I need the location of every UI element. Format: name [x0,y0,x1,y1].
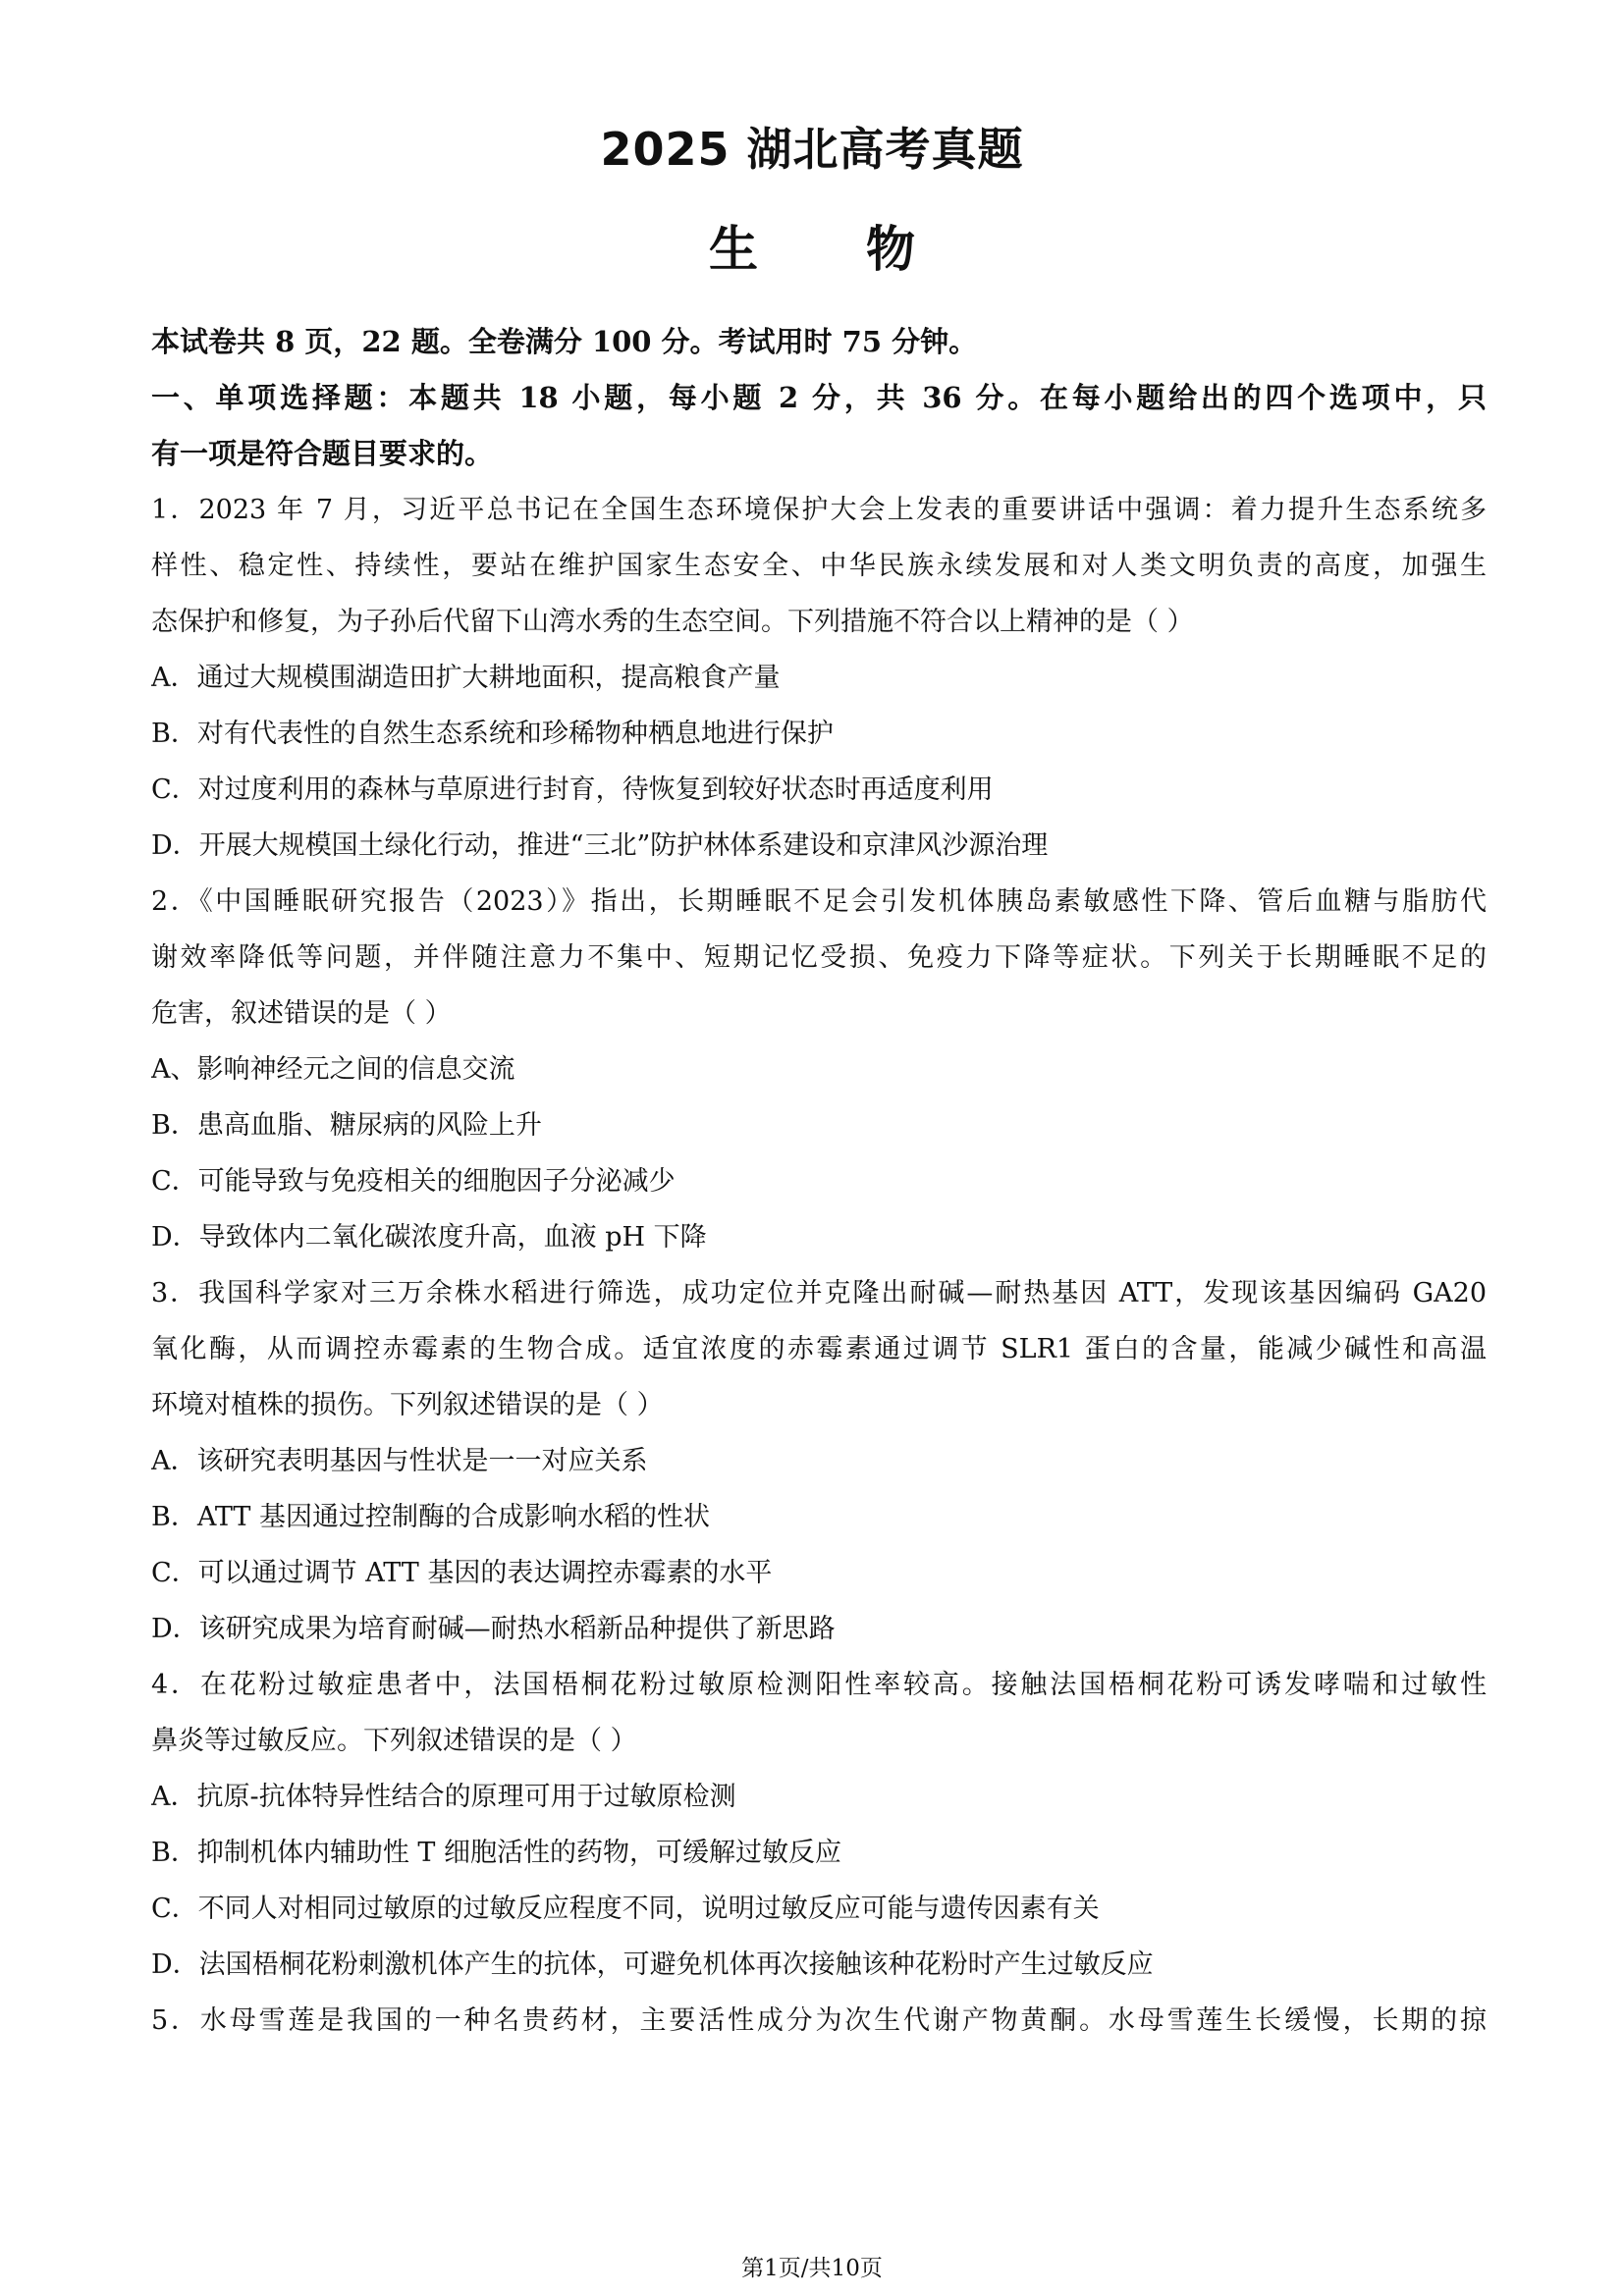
text-line: A．抗原-抗体特异性结合的原理可用于过敏原检测 [151,1782,736,1812]
text-line: 危害，叙述错误的是（ ） [151,998,452,1029]
text-line: D．开展大规模国土绿化行动，推进“三北”防护林体系建设和京津风沙源治理 [151,830,1049,861]
text-line: A．通过大规模围湖造田扩大耕地面积，提高粮食产量 [151,663,781,693]
text-line: C．不同人对相同过敏原的过敏反应程度不同，说明过敏反应可能与遗传因素有关 [151,1894,1100,1924]
text-line: 有一项是符合题目要求的。 [151,437,494,470]
text-line: 态保护和修复，为子孙后代留下山湾水秀的生态空间。下列措施不符合以上精神的是（ ） [151,607,1194,637]
text-line: D．法国梧桐花粉刺激机体产生的抗体，可避免机体再次接触该种花粉时产生过敏反应 [151,1949,1154,1980]
text-line: B．患高血脂、糖尿病的风险上升 [151,1110,542,1141]
text-line: C．可能导致与免疫相关的细胞因子分泌减少 [151,1166,676,1197]
text-line: 本试卷共 8 页，22 题。全卷满分 100 分。考试用时 75 分钟。 [151,325,978,358]
text-line: 3．我国科学家对三万余株水稻进行筛选，成功定位并克隆出耐碱—耐热基因 ATT，发现该基因编码 GA20 [151,1278,1487,1308]
text-line: 2．《中国睡眠研究报告（2023）》指出，长期睡眠不足会引发机体胰岛素敏感性下降、管后血糖与脂肪代 [151,886,1487,917]
page-number: 第1页/共10页 [741,2256,883,2281]
text-line: B．抑制机体内辅助性 T 细胞活性的药物，可缓解过敏反应 [151,1838,842,1868]
exam-body [151,314,1487,2049]
text-line: A．该研究表明基因与性状是一一对应关系 [151,1446,648,1476]
text-line: 环境对植株的损伤。下列叙述错误的是（ ） [151,1390,664,1420]
subject-char-2: 物 [866,221,915,278]
text-line: C．对过度利用的森林与草原进行封育，待恢复到较好状态时再适度利用 [151,774,994,805]
text-line: B．对有代表性的自然生态系统和珍稀物种栖息地进行保护 [151,719,834,749]
text-line: 氧化酶，从而调控赤霉素的生物合成。适宜浓度的赤霉素通过调节 SLR1 蛋白的含量，能减少碱性和高温 [151,1334,1487,1364]
text-line: A、影响神经元之间的信息交流 [151,1054,515,1085]
text-line: 谢效率降低等问题，并伴随注意力不集中、短期记忆受损、免疫力下降等症状。下列关于长期睡眠不足的 [151,942,1487,973]
text-line: 鼻炎等过敏反应。下列叙述错误的是（ ） [151,1726,637,1756]
text-line: 样性、稳定性、持续性，要站在维护国家生态安全、中华民族永续发展和对人类文明负责的高度，加强生 [151,551,1487,581]
subject-title [0,218,1624,281]
text-line: C．可以通过调节 ATT 基因的表达调控赤霉素的水平 [151,1558,773,1588]
text-line: 1．2023 年 7 月，习近平总书记在全国生态环境保护大会上发表的重要讲话中强调：着力提升生态系统多 [151,495,1487,525]
text-line: B．ATT 基因通过控制酶的合成影响水稻的性状 [151,1502,710,1532]
text-line: 一、单项选择题：本题共 18 小题，每小题 2 分，共 36 分。在每小题给出的四个选项中，只 [151,381,1487,414]
text-line: 4．在花粉过敏症患者中，法国梧桐花粉过敏原检测阳性率较高。接触法国梧桐花粉可诱发哮喘和过敏性 [151,1670,1487,1700]
subject-char-1: 生 [709,221,758,278]
text-line: D．该研究成果为培育耐碱—耐热水稻新品种提供了新思路 [151,1614,836,1644]
text-line: 5．水母雪莲是我国的一种名贵药材，主要活性成分为次生代谢产物黄酮。水母雪莲生长缓慢，长期的掠 [151,2005,1487,2036]
exam-title: 2025 湖北高考真题 [600,123,1024,176]
text-line: D．导致体内二氧化碳浓度升高，血液 pH 下降 [151,1222,707,1253]
